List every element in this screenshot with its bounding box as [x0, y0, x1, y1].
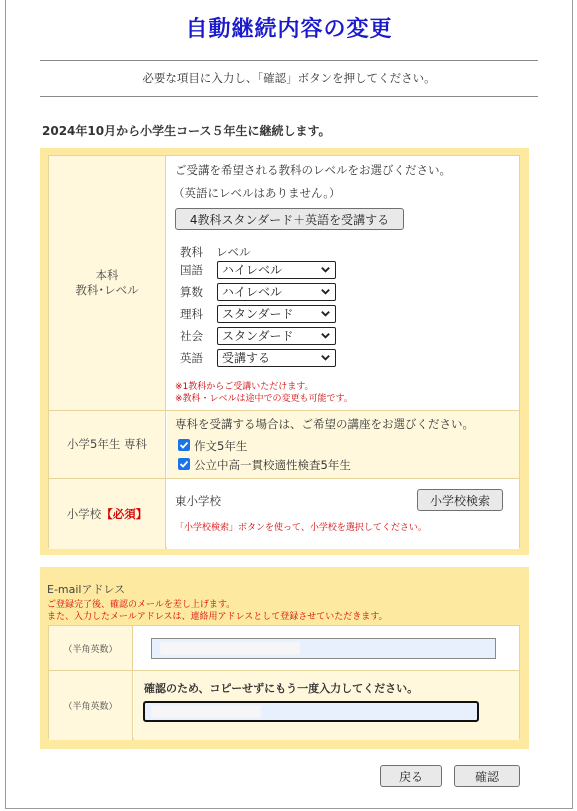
main-course-row: [49, 156, 519, 411]
email-input[interactable]: [151, 638, 496, 659]
special-course-prompt: 専科を受講する場合は、ご希望の講座をお選びください。: [175, 417, 474, 431]
level-header: レベル: [216, 245, 251, 259]
course-note-2: ※教科・レベルは途中での変更も可能です。: [175, 394, 353, 404]
level-select-english[interactable]: 受講する: [217, 349, 336, 367]
chevron-down-icon: [320, 308, 331, 319]
checkbox-label-aptitude-test[interactable]: 公立中高一貫校適性検査5年生: [194, 458, 351, 472]
school-label: 小学校 【必須】: [49, 479, 166, 549]
check-icon: [179, 440, 189, 450]
main-course-label: 本科 教科･レベル: [49, 156, 166, 410]
email-note-2: また、入力したメールアドレスは、連絡用アドレスとして登録させていただきます。: [47, 612, 388, 622]
chevron-down-icon: [320, 330, 331, 341]
english-note: （英語にレベルはありません。）: [173, 186, 341, 200]
back-button[interactable]: 戻る: [380, 765, 442, 787]
redacted-text: [151, 705, 261, 718]
course-panel: [40, 148, 529, 555]
required-badge: 【必須】: [101, 506, 148, 521]
email-note-1: ご登録完了後、確認のメールを差し上げます。: [47, 600, 236, 610]
page-title: 自動継続内容の変更: [185, 17, 393, 42]
school-cell: [167, 479, 519, 549]
subject-name-social: 社会: [180, 329, 203, 343]
continue-message: 2024年10月から小学生コース５年生に継続します。: [42, 124, 331, 138]
special-course-cell: [167, 411, 519, 478]
preset-course-button[interactable]: 4教科スタンダード＋英語を受講する: [175, 208, 404, 230]
confirm-button[interactable]: 確認: [454, 765, 520, 787]
school-note: 「小学校検索」ボタンを使って、小学校を選択してください。: [175, 523, 427, 533]
school-name: 東小学校: [175, 494, 221, 508]
email-confirm-cell: [134, 671, 519, 740]
special-course-row: [49, 411, 519, 479]
email-confirm-input[interactable]: [143, 701, 479, 722]
checkbox-label-essay[interactable]: 作文5年生: [194, 439, 248, 453]
level-select-japanese[interactable]: ハイレベル: [217, 261, 336, 279]
special-course-label: 小学5年生 専科: [49, 411, 166, 478]
course-note-1: ※1教科からご受講いただけます。: [175, 382, 314, 392]
chevron-down-icon: [320, 286, 331, 297]
school-row: [49, 479, 519, 549]
chevron-down-icon: [320, 264, 331, 275]
check-icon: [179, 459, 189, 469]
subject-name-science: 理科: [180, 307, 203, 321]
email-row: [49, 626, 519, 671]
email-field-label: （半角英数）: [49, 626, 133, 670]
subject-header: 教科: [180, 245, 203, 259]
main-course-cell: [167, 156, 519, 410]
chevron-down-icon: [320, 352, 331, 363]
email-title: E-mailアドレス: [47, 583, 126, 596]
email-confirm-prompt: 確認のため、コピーせずにもう一度入力してください。: [144, 682, 419, 695]
divider: [40, 60, 538, 61]
checkbox-essay[interactable]: [178, 439, 190, 451]
school-search-button[interactable]: 小学校検索: [417, 489, 503, 511]
level-select-science[interactable]: スタンダード: [217, 305, 336, 323]
checkbox-aptitude-test[interactable]: [178, 458, 190, 470]
level-prompt: ご受講を希望される教科のレベルをお選びください。: [175, 163, 451, 177]
level-select-social[interactable]: スタンダード: [217, 327, 336, 345]
email-table: [48, 625, 520, 739]
subject-name-japanese: 国語: [180, 263, 203, 277]
subject-name-math: 算数: [180, 285, 203, 299]
divider: [40, 96, 538, 97]
form-page: [5, 0, 573, 809]
redacted-text: [160, 642, 300, 655]
course-table: [48, 155, 520, 548]
subject-name-english: 英語: [180, 351, 203, 365]
instruction-text: 必要な項目に入力し、「確認」ボタンを押してください。: [142, 71, 436, 85]
level-select-math[interactable]: ハイレベル: [217, 283, 336, 301]
email-cell: [134, 626, 519, 670]
email-confirm-row: [49, 671, 519, 740]
email-confirm-label: （半角英数）: [49, 671, 133, 740]
email-panel: [40, 567, 529, 749]
